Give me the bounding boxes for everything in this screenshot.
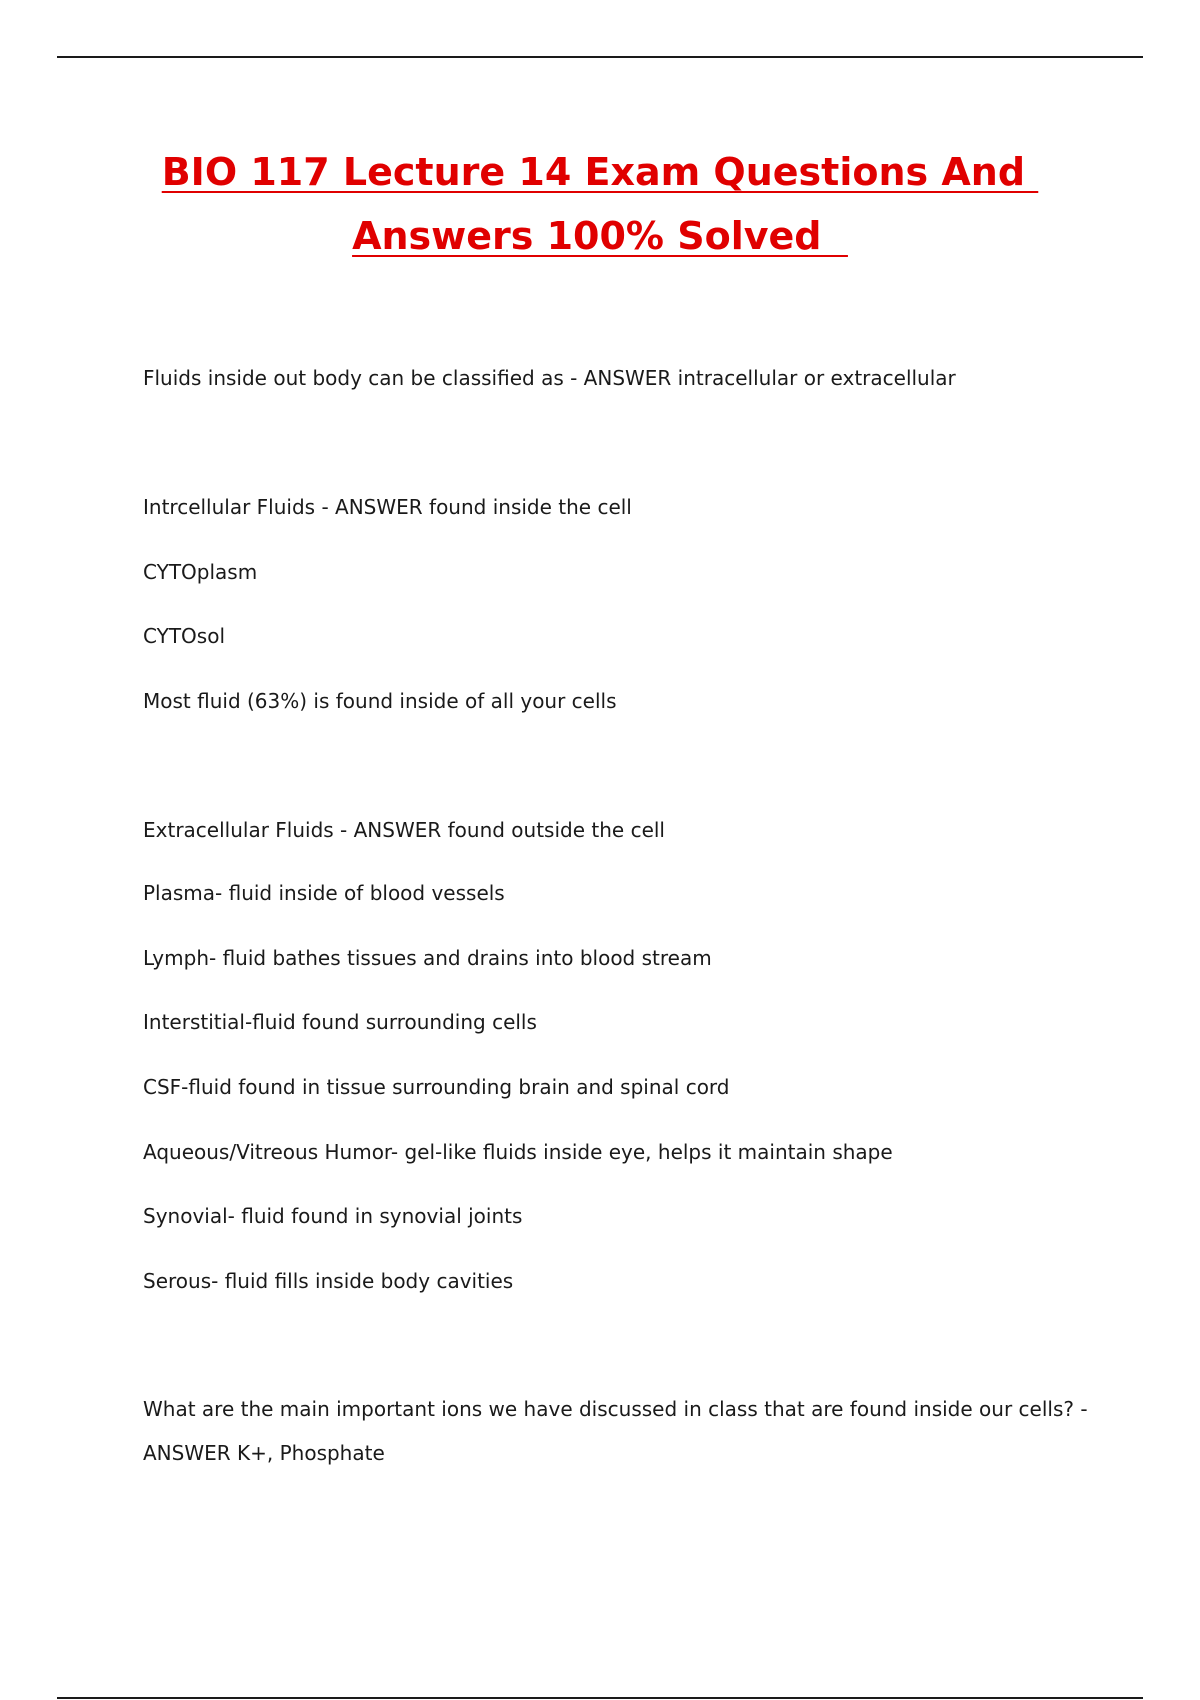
qa-fluid-classification: Fluids inside out body can be classified as - ANSWER intracellular or extracellular: [143, 366, 956, 390]
note-synovial: Synovial- fluid found in synovial joints: [143, 1204, 523, 1228]
note-plasma: Plasma- fluid inside of blood vessels: [143, 881, 505, 905]
top-rule: [57, 56, 1143, 58]
note-cytosol: CYTOsol: [143, 624, 226, 648]
note-aqueous-vitreous: Aqueous/Vitreous Humor- gel-like fluids inside eye, helps it maintain shape: [143, 1140, 893, 1164]
qa-ions-answer: ANSWER K+, Phosphate: [143, 1441, 385, 1465]
note-serous: Serous- fluid fills inside body cavities: [143, 1269, 514, 1293]
title-line-1: BIO 117 Lecture 14 Exam Questions And: [161, 150, 1039, 194]
note-cytoplasm: CYTOplasm: [143, 560, 258, 584]
qa-extracellular-fluids: Extracellular Fluids - ANSWER found outside the cell: [143, 818, 665, 842]
note-most-fluid: Most fluid (63%) is found inside of all your cells: [143, 689, 617, 713]
qa-intracellular-fluids: Intrcellular Fluids - ANSWER found inside the cell: [143, 495, 632, 519]
bottom-rule: [57, 1697, 1143, 1699]
note-interstitial: Interstitial-fluid found surrounding cells: [143, 1010, 537, 1034]
note-csf: CSF-fluid found in tissue surrounding brain and spinal cord: [143, 1075, 730, 1099]
qa-ions-question: What are the main important ions we have discussed in class that are found inside our cells? -: [143, 1397, 1088, 1421]
title-line-2: Answers 100% Solved: [352, 213, 848, 258]
note-lymph: Lymph- fluid bathes tissues and drains into blood stream: [143, 946, 712, 970]
document-title: [0, 150, 1200, 259]
